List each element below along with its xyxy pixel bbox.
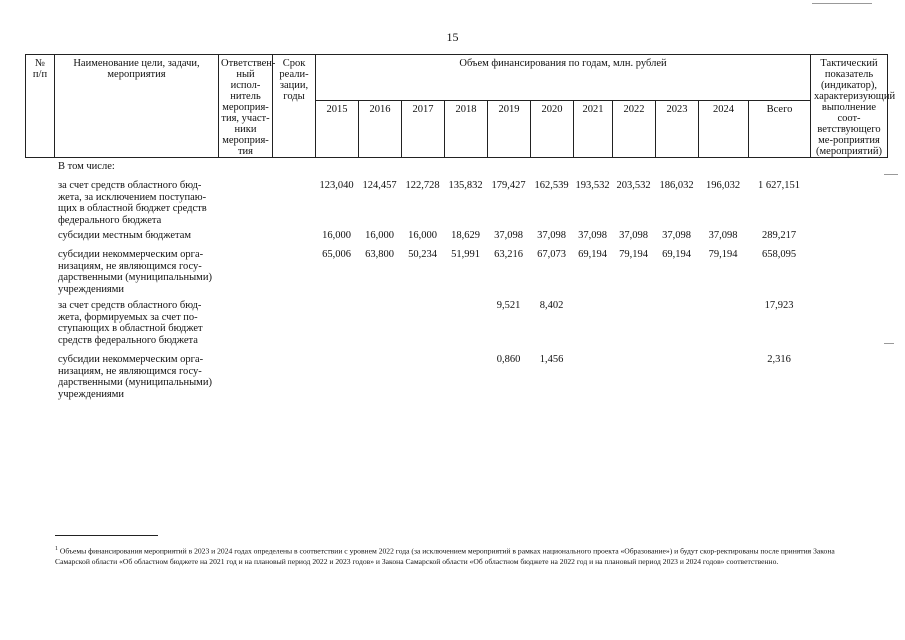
value-cell: 17,923 (764, 300, 794, 311)
value-cell: 37,098 (662, 230, 691, 241)
value-cell: 37,098 (578, 230, 607, 241)
footnote-text: Объемы финансирования мероприятий в 2023 и 2024 годах определены в соответствии с уровнем 2022 года (за исключением мероприятий в рамках национального проекта «Образование») и будут скор-ректированы после принятия Закона Самарской области «Об областном бюджете на 2021 год и на плановый период 2022 и 2023 годов» и Закона Самарской области «Об областном бюджете на 2022 год и на плановый период 2023 и 2024 годов» соответственно. (55, 546, 835, 566)
value-cell: 79,194 (708, 249, 738, 260)
value-cell: 2,316 (767, 354, 791, 365)
value-cell: 186,032 (659, 180, 694, 191)
year-total: Всего (749, 101, 811, 158)
year-2018: 2018 (445, 101, 488, 158)
value-cell: 196,032 (705, 180, 741, 191)
header-responsible: Ответствен-ный испол-нитель мероприя-тия, участ-ники мероприя-тия (219, 55, 273, 158)
year-2017: 2017 (402, 101, 445, 158)
row-label-federal-funds: за счет средств областного бюд-жета, формируемых за счет по-ступающих в областной бюджет средств федерального бюджета (58, 300, 203, 346)
header-indicator: Тактический показатель (индикатор), характеризующий выполнение соот-ветствующего ме-роприятия (мероприятий) (811, 55, 888, 158)
value-cell: 135,832 (448, 180, 483, 191)
row-label-including: В том числе: (58, 161, 115, 172)
row-label-nonprofit-subsidies: субсидии некоммерческим орга-низациям, не являющимся госу-дарственными (муниципальными) учреждениями (58, 249, 212, 295)
value-cell: 63,216 (494, 249, 523, 260)
year-2016: 2016 (359, 101, 402, 158)
year-2019: 2019 (488, 101, 531, 158)
row-label-regional-budget: за счет средств областного бюд-жета, за исключением поступаю-щих в областной бюджет средств федерального бюджета (58, 180, 207, 226)
year-2023: 2023 (656, 101, 699, 158)
header-num: № п/п (26, 55, 55, 158)
footnote-rule (55, 535, 158, 536)
footnote (55, 544, 867, 567)
table-header (25, 54, 896, 158)
row-label-local-subsidies: субсидии местным бюджетам (58, 230, 192, 241)
header-term: Срок реали-зации, годы (273, 55, 316, 158)
header-financing: Объем финансирования по годам, млн. рублей (316, 55, 811, 101)
value-cell: 203,532 (616, 180, 651, 191)
value-cell: 63,800 (365, 249, 394, 260)
value-cell: 67,073 (537, 249, 566, 260)
value-cell: 16,000 (365, 230, 394, 241)
year-2020: 2020 (531, 101, 574, 158)
value-cell: 65,006 (322, 249, 351, 260)
value-cell: 289,217 (761, 230, 797, 241)
value-cell: 658,095 (761, 249, 797, 260)
value-cell: 179,427 (491, 180, 526, 191)
value-cell: 37,098 (537, 230, 566, 241)
scan-mark (884, 343, 894, 344)
value-cell: 16,000 (408, 230, 437, 241)
value-cell: 123,040 (319, 180, 354, 191)
value-cell: 1,456 (539, 354, 564, 365)
value-cell: 69,194 (578, 249, 607, 260)
value-cell: 124,457 (362, 180, 397, 191)
footnote-mark: 1 (55, 546, 58, 552)
row-label-nonprofit-subsidies-federal: субсидии некоммерческим орга-низациям, не являющимся госу-дарственными (муниципальными) учреждениями (58, 354, 212, 400)
value-cell: 8,402 (539, 300, 564, 311)
value-cell: 37,098 (619, 230, 648, 241)
value-cell: 162,539 (534, 180, 569, 191)
value-cell: 18,629 (451, 230, 480, 241)
value-cell: 37,098 (494, 230, 523, 241)
value-cell: 50,234 (408, 249, 437, 260)
value-cell: 51,991 (451, 249, 480, 260)
year-2021: 2021 (574, 101, 613, 158)
value-cell: 122,728 (405, 180, 440, 191)
scan-mark (812, 3, 872, 4)
value-cell: 1 627,151 (758, 180, 800, 191)
value-cell: 79,194 (619, 249, 648, 260)
value-cell: 193,532 (575, 180, 610, 191)
value-cell: 37,098 (708, 230, 738, 241)
year-2022: 2022 (613, 101, 656, 158)
year-2024: 2024 (699, 101, 749, 158)
value-cell: 0,860 (496, 354, 521, 365)
year-2015: 2015 (316, 101, 359, 158)
value-cell: 69,194 (662, 249, 691, 260)
scan-mark (884, 174, 898, 175)
page-number: 15 (446, 30, 459, 44)
header-name: Наименование цели, задачи, мероприятия (55, 55, 219, 158)
value-cell: 16,000 (322, 230, 351, 241)
value-cell: 9,521 (496, 300, 521, 311)
